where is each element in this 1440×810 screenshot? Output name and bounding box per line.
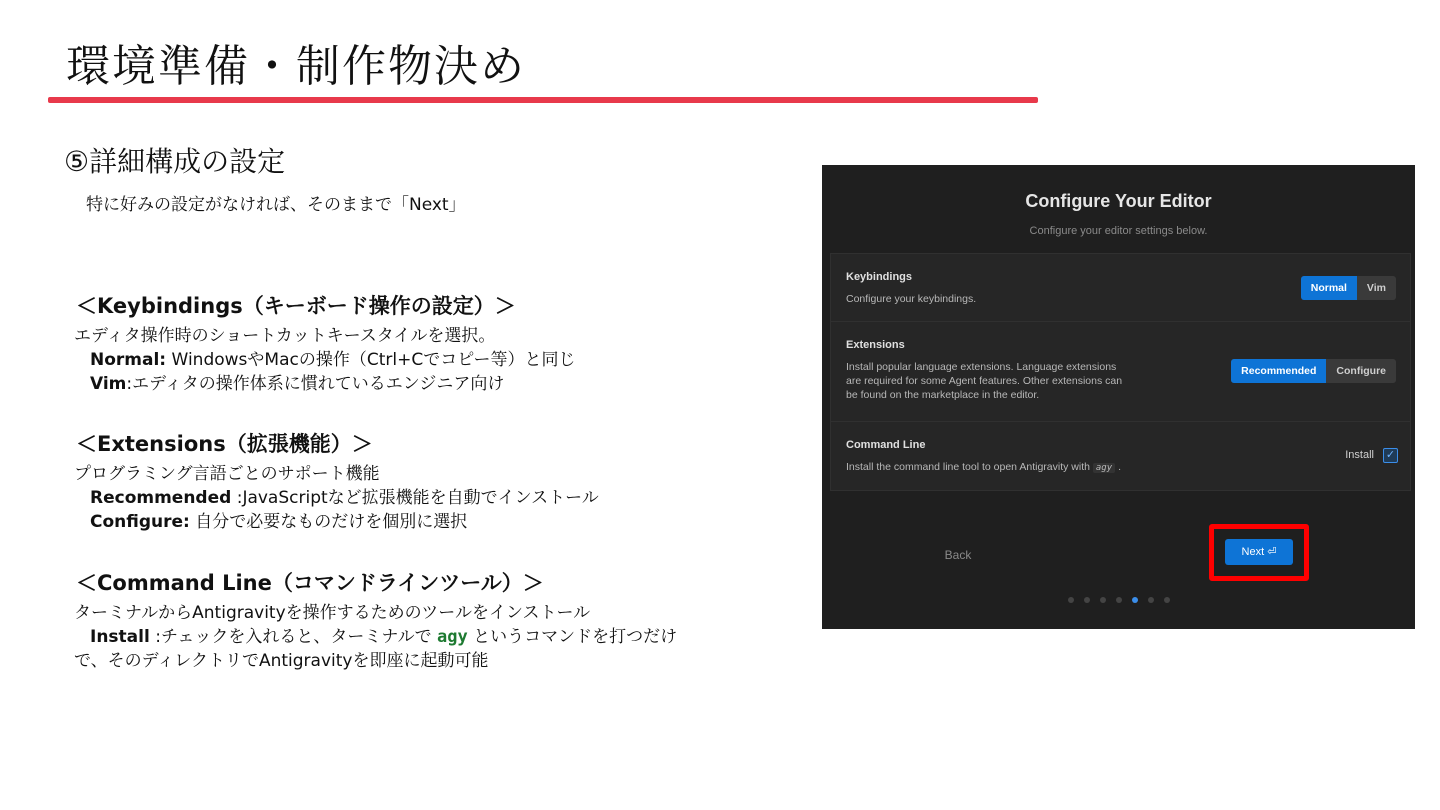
keybindings-heading: ＜Keybindings（キーボード操作の設定）＞ — [76, 294, 516, 318]
keybindings-segmented-control — [1301, 276, 1396, 300]
next-highlight-frame — [1209, 524, 1309, 581]
install-checkbox[interactable] — [1383, 448, 1398, 463]
next-button[interactable]: Next ⏎ — [1225, 539, 1293, 565]
extensions-desc-line: are required for some Agent features. Other extensions can — [846, 375, 1123, 387]
step-dot — [1164, 597, 1170, 603]
install-text-before: :チェックを入れると、ターミナルで — [149, 627, 437, 647]
keybindings-option-normal[interactable]: Normal — [1301, 276, 1357, 300]
back-button[interactable]: Back — [944, 548, 972, 562]
step-dot — [1068, 597, 1074, 603]
editor-subtitle: Configure your editor settings below. — [1029, 225, 1208, 237]
command-line-block — [76, 567, 677, 673]
agy-code: agy — [1093, 463, 1115, 473]
keybindings-label: Keybindings — [846, 271, 913, 283]
extensions-recommended-item — [90, 486, 599, 510]
step-dots — [822, 597, 1415, 603]
command-line-desc-after: . — [1115, 461, 1121, 473]
extensions-desc-line: Install popular language extensions. Language extensions — [846, 361, 1117, 373]
vim-term: Vim — [90, 374, 127, 394]
configure-text: 自分で必要なものだけを個別に選択 — [189, 512, 468, 532]
normal-text: WindowsやMacの操作（Ctrl+Cでコピー等）と同じ — [166, 350, 576, 370]
install-term: Install — [90, 627, 150, 647]
normal-term: Normal: — [90, 350, 167, 370]
recommended-text: :JavaScriptなど拡張機能を自動でインストール — [231, 488, 599, 508]
install-text-after: というコマンドを打つだけ — [467, 627, 678, 647]
command-line-panel-desc — [846, 460, 1121, 475]
step-dot-current — [1132, 597, 1138, 603]
keybindings-panel-desc: Configure your keybindings. — [846, 293, 977, 305]
extensions-label: Extensions — [846, 339, 905, 351]
section-heading: ⑤詳細構成の設定 — [64, 145, 286, 178]
keybindings-panel — [830, 253, 1411, 323]
check-icon: ✓ — [1385, 449, 1396, 461]
extensions-option-recommended[interactable]: Recommended — [1231, 359, 1326, 383]
recommended-term: Recommended — [90, 488, 232, 508]
command-line-label: Command Line — [846, 439, 926, 451]
intro-text: 特に好みの設定がなければ、そのままで「Next」 — [86, 195, 466, 215]
extensions-panel-desc — [846, 360, 1122, 402]
extensions-segmented-control — [1231, 359, 1396, 383]
command-line-install-item — [90, 625, 677, 649]
editor-screenshot — [822, 165, 1415, 629]
keybindings-block — [76, 290, 576, 396]
step-dot — [1116, 597, 1122, 603]
keybindings-desc: エディタ操作時のショートカットキースタイルを選択。 — [74, 326, 496, 346]
step-dot — [1148, 597, 1154, 603]
keybindings-vim-item — [90, 372, 576, 396]
extensions-option-configure[interactable]: Configure — [1336, 365, 1386, 377]
extensions-block — [76, 428, 599, 534]
extensions-configure-item — [90, 510, 599, 534]
command-line-desc: ターミナルからAntigravityを操作するためのツールをインストール — [74, 603, 591, 623]
editor-title: Configure Your Editor — [1025, 191, 1212, 211]
vim-text: :エディタの操作体系に慣れているエンジニア向け — [126, 374, 505, 394]
extensions-panel — [830, 321, 1411, 423]
command-line-continuation: で、そのディレクトリでAntigravityを即座に起動可能 — [74, 651, 489, 671]
keybindings-option-vim[interactable]: Vim — [1366, 282, 1386, 294]
keybindings-normal-item — [90, 348, 576, 372]
configure-term: Configure: — [90, 512, 190, 532]
extensions-desc-line: be found on the marketplace in the editor. — [846, 389, 1040, 401]
install-label: Install — [1345, 449, 1374, 461]
command-line-desc-before: Install the command line tool to open Antigravity with — [846, 461, 1093, 473]
agy-command: agy — [437, 627, 468, 647]
title-rule — [48, 97, 1038, 103]
step-dot — [1084, 597, 1090, 603]
extensions-heading: ＜Extensions（拡張機能）＞ — [76, 432, 373, 456]
command-line-heading: ＜Command Line（コマンドラインツール）＞ — [76, 571, 544, 595]
command-line-panel — [830, 421, 1411, 491]
slide-title: 環境準備・制作物決め — [66, 41, 526, 92]
extensions-desc: プログラミング言語ごとのサポート機能 — [74, 464, 380, 484]
step-dot — [1100, 597, 1106, 603]
